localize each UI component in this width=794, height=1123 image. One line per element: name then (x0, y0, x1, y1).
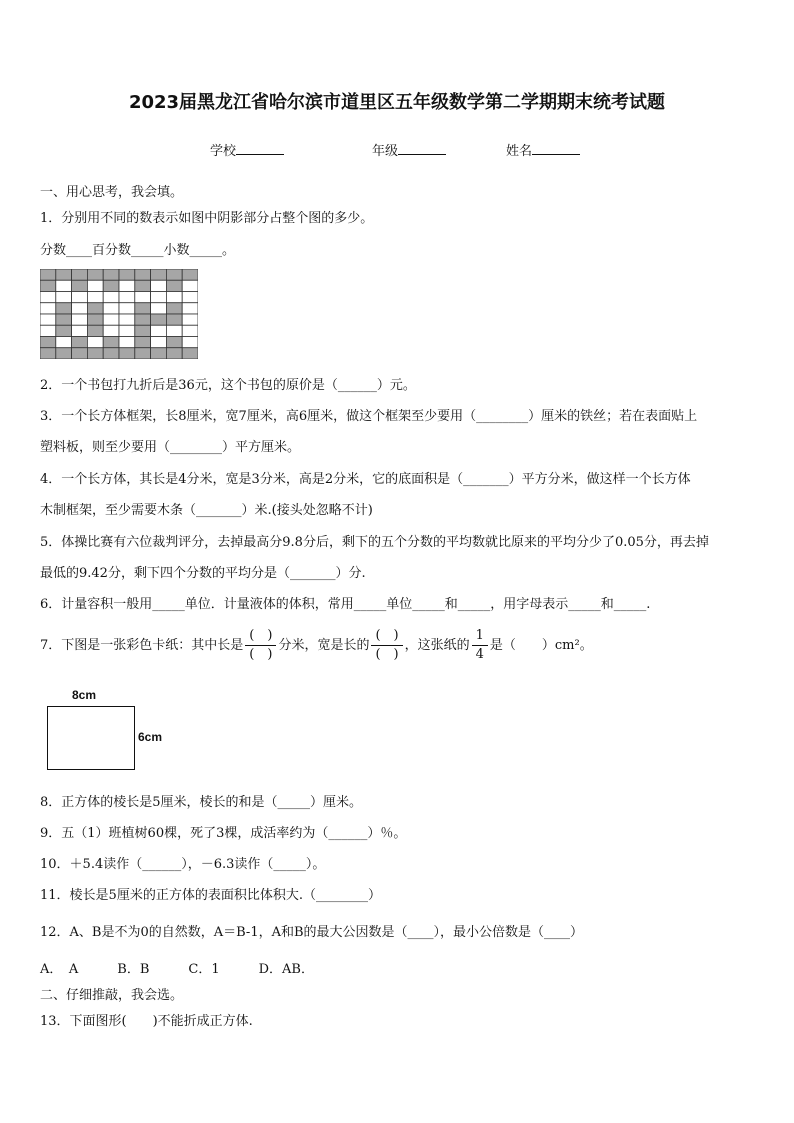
grid-cell-shaded (119, 269, 135, 280)
name-label: 姓名 (506, 144, 533, 159)
grid-cell (119, 337, 135, 348)
q7-suffix: 是（ ）cm²。 (489, 638, 593, 653)
grid-cell (103, 292, 119, 303)
fraction-numerator[interactable]: ( ) (245, 627, 276, 646)
figure-length-label: 8cm (72, 688, 97, 702)
grid-cell-shaded (166, 303, 182, 314)
grid-cell-shaded (182, 269, 198, 280)
grid-cell-shaded (40, 337, 56, 348)
grid-cell (56, 280, 72, 291)
question-6: 6．计量容积一般用_____单位．计量液体的体积，常用_____单位_____和_____，用字母表示_____和_____. (40, 597, 651, 612)
grid-cell-shaded (135, 269, 151, 280)
rectangle-figure (47, 706, 135, 770)
section-1-heading: 一、用心思考，我会填。 (40, 185, 184, 200)
grid-cell (72, 303, 88, 314)
grid-cell-shaded (56, 303, 72, 314)
grid-cell (182, 303, 198, 314)
grid-cell-shaded (103, 337, 119, 348)
grid-cell (103, 303, 119, 314)
name-field (506, 140, 580, 159)
question-7 (40, 627, 593, 664)
q7-mid-2: ，这张纸的 (404, 638, 470, 653)
question-4-line-2: 木制框架，至少需要木条（_______）米.(接头处忽略不计) (40, 503, 373, 518)
grid-cell-shaded (40, 348, 56, 359)
fraction-numerator[interactable]: ( ) (371, 627, 402, 646)
grid-cell-shaded (87, 348, 103, 359)
grid-cell (119, 303, 135, 314)
grid-cell (119, 280, 135, 291)
grid-cell (103, 325, 119, 336)
grid-figure (40, 269, 198, 359)
question-2: 2．一个书包打九折后是36元，这个书包的原价是（______）元。 (40, 378, 416, 393)
grid-cell (87, 292, 103, 303)
grid-cell (72, 314, 88, 325)
grid-cell-shaded (103, 269, 119, 280)
grid-cell (103, 314, 119, 325)
grid-cell-shaded (56, 269, 72, 280)
question-10: 10．＋5.4读作（______），－6.3读作（_____）。 (40, 857, 326, 872)
grid-cell-shaded (166, 280, 182, 291)
fraction-denominator: 4 (475, 647, 484, 662)
question-5-line-2: 最低的9.42分，剩下四个分数的平均分是（_______）分. (40, 566, 366, 581)
grid-cell (135, 292, 151, 303)
grid-cell (40, 325, 56, 336)
grid-cell-shaded (135, 314, 151, 325)
grid-cell (151, 337, 167, 348)
question-3-line-2: 塑料板，则至少要用（________）平方厘米。 (40, 440, 301, 455)
grid-cell (119, 325, 135, 336)
question-1-answer: 分数____百分数_____小数_____。 (40, 243, 236, 258)
grid-cell (40, 303, 56, 314)
grid-cell-shaded (72, 269, 88, 280)
grid-cell (182, 292, 198, 303)
grid-cell (56, 337, 72, 348)
q7-mid-1: 分米，宽是长的 (278, 638, 370, 653)
question-1: 1．分别用不同的数表示如图中阴影部分占整个图的多少。 (40, 211, 374, 226)
grid-cell-shaded (87, 325, 103, 336)
grid-cell (40, 292, 56, 303)
fraction-denominator[interactable]: ( ) (249, 647, 273, 662)
grade-label: 年级 (372, 144, 399, 159)
grid-cell (151, 325, 167, 336)
question-12-options: A． A B．B C．1 D．AB． (40, 962, 314, 977)
grid-cell (72, 292, 88, 303)
grid-cell-shaded (72, 337, 88, 348)
q7-quarter-fraction (472, 627, 488, 664)
question-11: 11．棱长是5厘米的正方体的表面积比体积大.（________） (40, 888, 381, 903)
grid-cell (40, 314, 56, 325)
figure-width-label: 6cm (138, 730, 163, 744)
fraction-denominator[interactable]: ( ) (375, 647, 399, 662)
question-5-line-1: 5．体操比赛有六位裁判评分，去掉最高分9.8分后，剩下的五个分数的平均数就比原来的平均分少了0.05分，再去掉 (40, 535, 709, 550)
grid-cell-shaded (40, 280, 56, 291)
grid-cell (87, 280, 103, 291)
grid-cell-shaded (135, 303, 151, 314)
grade-blank[interactable] (398, 142, 446, 155)
name-blank[interactable] (532, 142, 580, 155)
question-9: 9．五（1）班植树60棵，死了3棵，成活率约为（______）％。 (40, 826, 407, 841)
grid-cell (151, 280, 167, 291)
grid-cell (151, 303, 167, 314)
q7-length-fraction (245, 627, 276, 664)
fraction-numerator: 1 (472, 627, 488, 646)
grid-cell-shaded (40, 269, 56, 280)
grid-cell-shaded (103, 348, 119, 359)
grid-cell-shaded (166, 269, 182, 280)
q7-prefix: 7．下图是一张彩色卡纸：其中长是 (40, 638, 244, 653)
page-title: 2023届黑龙江省哈尔滨市道里区五年级数学第二学期期末统考试题 (128, 92, 666, 113)
grid-cell (119, 292, 135, 303)
grid-cell-shaded (166, 337, 182, 348)
grid-cell (151, 292, 167, 303)
grid-cell (87, 337, 103, 348)
school-blank[interactable] (236, 142, 284, 155)
question-13: 13．下面图形( )不能折成正方体. (40, 1014, 253, 1029)
grid-cell-shaded (135, 325, 151, 336)
grid-cell-shaded (119, 348, 135, 359)
grid-cell (182, 280, 198, 291)
question-12: 12．A、B是不为0的自然数，A＝B-1，A和B的最大公因数是（____），最小公倍数是（____） (40, 925, 584, 940)
grid-cell-shaded (87, 314, 103, 325)
grid-cell-shaded (56, 325, 72, 336)
grid-cell (166, 292, 182, 303)
grid-cell-shaded (87, 303, 103, 314)
grid-cell-shaded (103, 280, 119, 291)
grid-cell-shaded (56, 314, 72, 325)
grid-cell-shaded (135, 337, 151, 348)
school-field (210, 140, 284, 159)
grid-cell-shaded (56, 348, 72, 359)
grid-cell-shaded (166, 314, 182, 325)
grid-cell-shaded (182, 348, 198, 359)
grid-cell-shaded (72, 348, 88, 359)
grid-cell (182, 325, 198, 336)
grid-cell-shaded (151, 348, 167, 359)
question-3-line-1: 3．一个长方体框架，长8厘米，宽7厘米，高6厘米，做这个框架至少要用（________）厘米的铁丝；若在表面贴上 (40, 409, 698, 424)
section-2-heading: 二、仔细推敲，我会选。 (40, 988, 184, 1003)
grid-cell-shaded (166, 348, 182, 359)
grade-field (372, 140, 446, 159)
grid-cell-shaded (135, 348, 151, 359)
grid-cell (182, 337, 198, 348)
school-label: 学校 (210, 144, 237, 159)
question-4-line-1: 4．一个长方体，其长是4分米，宽是3分米，高是2分米，它的底面积是（_______）平方分米，做这样一个长方体 (40, 472, 691, 487)
grid-cell (119, 314, 135, 325)
question-8: 8．正方体的棱长是5厘米，棱长的和是（_____）厘米。 (40, 795, 363, 810)
grid-cell-shaded (151, 269, 167, 280)
grid-cell (182, 314, 198, 325)
grid-cell (166, 325, 182, 336)
grid-cell-shaded (151, 314, 167, 325)
grid-cell-shaded (72, 280, 88, 291)
grid-cell-shaded (87, 269, 103, 280)
q7-width-fraction (371, 627, 402, 664)
grid-cell (72, 325, 88, 336)
grid-cell-shaded (135, 280, 151, 291)
grid-cell (56, 292, 72, 303)
